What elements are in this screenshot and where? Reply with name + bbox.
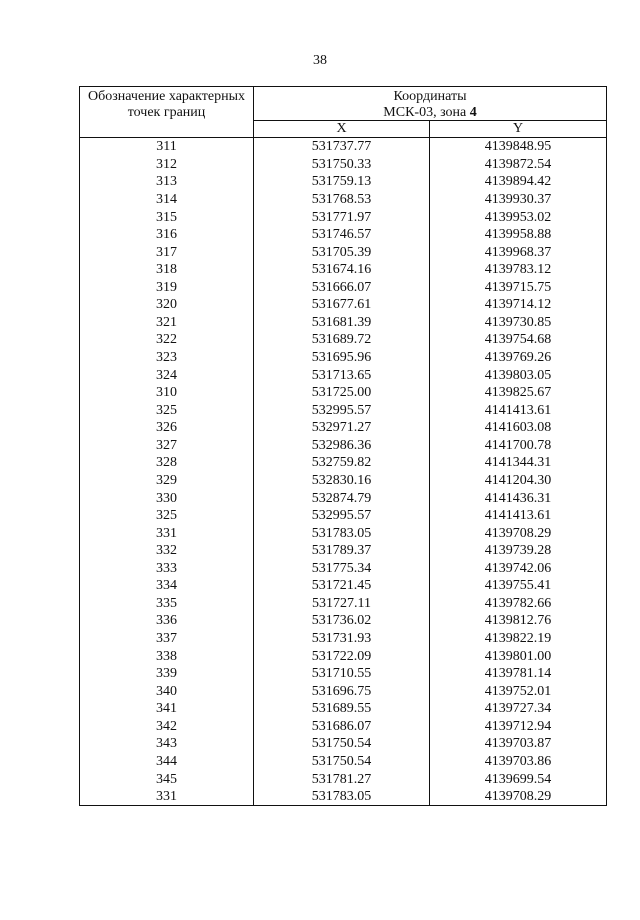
y-coordinate-cell: 4139730.85	[430, 314, 607, 332]
table-row	[80, 700, 607, 718]
y-coordinate-cell: 4141413.61	[430, 507, 607, 525]
table-row	[80, 208, 607, 226]
x-coordinate-cell: 532971.27	[254, 419, 430, 437]
table-row	[80, 647, 607, 665]
x-coordinate-cell: 531674.16	[254, 261, 430, 279]
y-coordinate-cell: 4139894.42	[430, 173, 607, 191]
x-coordinate-cell: 531677.61	[254, 296, 430, 314]
point-number-cell: 319	[80, 279, 254, 297]
table-row	[80, 753, 607, 771]
x-coordinate-cell: 531689.72	[254, 331, 430, 349]
x-coordinate-cell: 531783.05	[254, 524, 430, 542]
table-row	[80, 156, 607, 174]
x-coordinate-cell: 532986.36	[254, 437, 430, 455]
point-number-cell: 324	[80, 366, 254, 384]
zone-number: 4	[469, 105, 477, 120]
y-coordinate-cell: 4139958.88	[430, 226, 607, 244]
table-row	[80, 296, 607, 314]
x-coordinate-cell: 531721.45	[254, 577, 430, 595]
table-row	[80, 191, 607, 209]
point-number-cell: 330	[80, 489, 254, 507]
table-row	[80, 682, 607, 700]
table-row	[80, 243, 607, 261]
x-coordinate-cell: 532995.57	[254, 401, 430, 419]
y-coordinate-cell: 4139968.37	[430, 243, 607, 261]
y-coordinate-cell: 4139742.06	[430, 560, 607, 578]
table-row	[80, 279, 607, 297]
table-row	[80, 261, 607, 279]
y-coordinate-cell: 4139782.66	[430, 595, 607, 613]
y-coordinate-cell: 4139714.12	[430, 296, 607, 314]
y-coordinate-cell: 4139739.28	[430, 542, 607, 560]
x-coordinate-cell: 531666.07	[254, 279, 430, 297]
y-coordinate-cell: 4141413.61	[430, 401, 607, 419]
point-number-cell: 342	[80, 718, 254, 736]
point-number-cell: 341	[80, 700, 254, 718]
x-coordinate-cell: 531783.05	[254, 788, 430, 806]
y-coordinate-cell: 4139755.41	[430, 577, 607, 595]
y-coordinate-cell: 4139769.26	[430, 349, 607, 367]
table-row	[80, 349, 607, 367]
x-coordinate-cell: 531737.77	[254, 138, 430, 156]
x-coordinate-cell: 531705.39	[254, 243, 430, 261]
x-coordinate-cell: 531727.11	[254, 595, 430, 613]
point-number-cell: 339	[80, 665, 254, 683]
x-coordinate-cell: 531759.13	[254, 173, 430, 191]
x-coordinate-cell: 531725.00	[254, 384, 430, 402]
x-coordinate-cell: 531722.09	[254, 647, 430, 665]
x-coordinate-cell: 531750.54	[254, 735, 430, 753]
y-coordinate-cell: 4141344.31	[430, 454, 607, 472]
point-number-cell: 328	[80, 454, 254, 472]
point-number-cell: 334	[80, 577, 254, 595]
table-row	[80, 401, 607, 419]
y-coordinate-cell: 4139872.54	[430, 156, 607, 174]
y-coordinate-cell: 4141204.30	[430, 472, 607, 490]
y-coordinate-cell: 4139848.95	[430, 138, 607, 156]
point-number-cell: 318	[80, 261, 254, 279]
y-coordinate-cell: 4139803.05	[430, 366, 607, 384]
table-row	[80, 542, 607, 560]
y-coordinate-cell: 4139812.76	[430, 612, 607, 630]
y-coordinate-cell: 4139703.86	[430, 753, 607, 771]
coordinate-system-label	[254, 105, 606, 120]
x-coordinate-cell: 531689.55	[254, 700, 430, 718]
table-row	[80, 454, 607, 472]
point-number-cell: 343	[80, 735, 254, 753]
x-coordinate-cell: 531713.65	[254, 366, 430, 384]
designation-header	[80, 87, 254, 138]
point-number-cell: 329	[80, 472, 254, 490]
point-number-cell: 333	[80, 560, 254, 578]
y-coordinate-cell: 4141700.78	[430, 437, 607, 455]
table-row	[80, 524, 607, 542]
coordinates-table	[79, 86, 607, 806]
table-row	[80, 507, 607, 525]
point-number-cell: 325	[80, 401, 254, 419]
table-row	[80, 489, 607, 507]
point-number-cell: 314	[80, 191, 254, 209]
table-row	[80, 630, 607, 648]
y-coordinate-cell: 4139754.68	[430, 331, 607, 349]
y-coordinate-cell: 4139703.87	[430, 735, 607, 753]
point-number-cell: 337	[80, 630, 254, 648]
point-number-cell: 321	[80, 314, 254, 332]
y-coordinate-cell: 4139781.14	[430, 665, 607, 683]
point-number-cell: 310	[80, 384, 254, 402]
x-coordinate-cell: 531695.96	[254, 349, 430, 367]
x-coordinate-cell: 531750.33	[254, 156, 430, 174]
point-number-cell: 323	[80, 349, 254, 367]
point-number-cell: 327	[80, 437, 254, 455]
x-coordinate-cell: 531768.53	[254, 191, 430, 209]
coordinate-system-prefix: МСК-03, зона	[383, 105, 470, 120]
point-number-cell: 316	[80, 226, 254, 244]
x-column-header: X	[254, 121, 430, 138]
y-coordinate-cell: 4139822.19	[430, 630, 607, 648]
table-row	[80, 384, 607, 402]
point-number-cell: 317	[80, 243, 254, 261]
x-coordinate-cell: 531736.02	[254, 612, 430, 630]
point-number-cell: 331	[80, 524, 254, 542]
y-coordinate-cell: 4139708.29	[430, 524, 607, 542]
table-row	[80, 788, 607, 806]
table-row	[80, 314, 607, 332]
point-number-cell: 312	[80, 156, 254, 174]
point-number-cell: 320	[80, 296, 254, 314]
y-coordinate-cell: 4139752.01	[430, 682, 607, 700]
table-row	[80, 612, 607, 630]
y-coordinate-cell: 4139727.34	[430, 700, 607, 718]
table-row	[80, 665, 607, 683]
y-coordinate-cell: 4141603.08	[430, 419, 607, 437]
table-row	[80, 560, 607, 578]
x-coordinate-cell: 531775.34	[254, 560, 430, 578]
table-row	[80, 366, 607, 384]
point-number-cell: 322	[80, 331, 254, 349]
y-coordinate-cell: 4139699.54	[430, 770, 607, 788]
x-coordinate-cell: 531696.75	[254, 682, 430, 700]
table-row	[80, 735, 607, 753]
point-number-cell: 345	[80, 770, 254, 788]
point-number-cell: 315	[80, 208, 254, 226]
coordinates-header-label: Координаты	[393, 89, 467, 104]
y-coordinate-cell: 4139825.67	[430, 384, 607, 402]
point-number-cell: 332	[80, 542, 254, 560]
x-coordinate-cell: 532995.57	[254, 507, 430, 525]
table-row	[80, 718, 607, 736]
x-coordinate-cell: 531686.07	[254, 718, 430, 736]
table-row	[80, 331, 607, 349]
table-row	[80, 138, 607, 156]
point-number-cell: 335	[80, 595, 254, 613]
x-coordinate-cell: 531789.37	[254, 542, 430, 560]
table-row	[80, 472, 607, 490]
point-number-cell: 336	[80, 612, 254, 630]
x-coordinate-cell: 532830.16	[254, 472, 430, 490]
point-number-cell: 311	[80, 138, 254, 156]
table-row	[80, 437, 607, 455]
point-number-cell: 338	[80, 647, 254, 665]
y-coordinate-cell: 4139715.75	[430, 279, 607, 297]
y-coordinate-cell: 4139783.12	[430, 261, 607, 279]
y-coordinate-cell: 4139801.00	[430, 647, 607, 665]
point-number-cell: 331	[80, 788, 254, 806]
y-coordinate-cell: 4139708.29	[430, 788, 607, 806]
page-number: 38	[313, 53, 327, 68]
table-row	[80, 419, 607, 437]
point-number-cell: 313	[80, 173, 254, 191]
point-number-cell: 326	[80, 419, 254, 437]
y-coordinate-cell: 4139712.94	[430, 718, 607, 736]
table-row	[80, 226, 607, 244]
x-coordinate-cell: 532759.82	[254, 454, 430, 472]
x-coordinate-cell: 531746.57	[254, 226, 430, 244]
table-row	[80, 577, 607, 595]
point-number-cell: 344	[80, 753, 254, 771]
x-coordinate-cell: 531771.97	[254, 208, 430, 226]
table-row	[80, 770, 607, 788]
point-number-cell: 325	[80, 507, 254, 525]
coordinates-header	[254, 87, 607, 121]
y-coordinate-cell: 4139930.37	[430, 191, 607, 209]
x-coordinate-cell: 531781.27	[254, 770, 430, 788]
x-coordinate-cell: 532874.79	[254, 489, 430, 507]
y-coordinate-cell: 4141436.31	[430, 489, 607, 507]
table-row	[80, 173, 607, 191]
y-coordinate-cell: 4139953.02	[430, 208, 607, 226]
y-column-header: Y	[430, 121, 607, 138]
table-row	[80, 595, 607, 613]
point-number-cell: 340	[80, 682, 254, 700]
designation-header-label: Обозначение характерных точек границ	[88, 89, 245, 120]
x-coordinate-cell: 531731.93	[254, 630, 430, 648]
table-body	[80, 138, 607, 806]
x-coordinate-cell: 531710.55	[254, 665, 430, 683]
x-coordinate-cell: 531681.39	[254, 314, 430, 332]
x-coordinate-cell: 531750.54	[254, 753, 430, 771]
